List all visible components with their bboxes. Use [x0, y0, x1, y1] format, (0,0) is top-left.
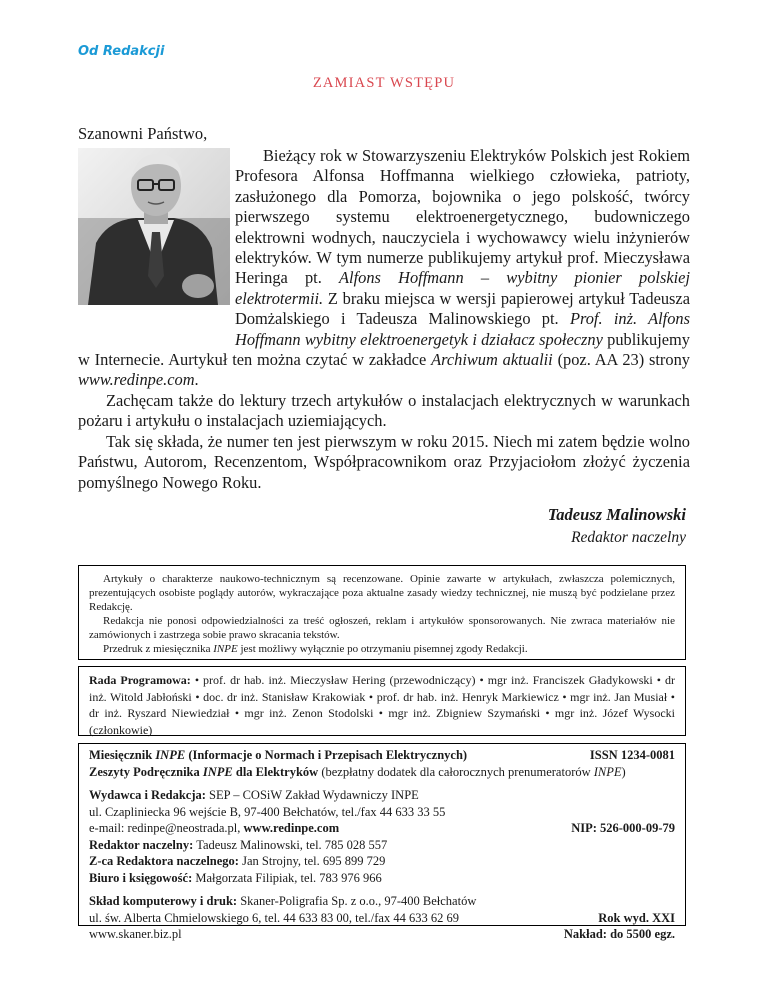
section-label: Od Redakcji: [78, 44, 165, 59]
office-line: Biuro i księgowość: Małgorzata Filipiak, tel. 783 976 966: [89, 870, 382, 885]
paragraph-2: Zachęcam także do lektury trzech artykułów o instalacjach elektrycznych w warunkach pożaru i artykułu o instalacjach uziemiających.: [78, 390, 690, 431]
notice-paragraph-3: [89, 642, 675, 656]
nip: NIP: 526-000-09-79: [571, 821, 675, 835]
imprint-title-row: [89, 747, 675, 764]
circulation: Nakład: do 5500 egz.: [563, 927, 675, 941]
address-line: ul. Czapliniecka 96 wejście B, 97-400 Bełchatów, tel./fax 44 633 33 55: [89, 804, 446, 819]
issn: ISSN 1234-0081: [589, 748, 675, 762]
signature-name: Tadeusz Malinowski: [547, 505, 686, 524]
p1-end: .: [194, 370, 199, 390]
board-members: • prof. dr hab. inż. Mieczysław Hering (przewodniczący) • mgr inż. Franciszek Gładykowski • dr inż. Witold Jabłoński • doc. dr inż. Stanisław Krakowiak • prof. dr hab. inż. Henryk Markiewicz • mgr inż. Jan Musiał • dr inż. Ryszard Niewiedział • mgr inż. Zenon Stodolski • mgr inż. Zbigniew Szymański • mgr inż. Józef Wysocki (członkowie): [89, 673, 675, 737]
editor-line: Redaktor naczelny: Tadeusz Malinowski, tel. 785 028 557: [89, 837, 388, 852]
p1-url[interactable]: www.redinpe.com: [78, 370, 195, 390]
email-row: [89, 820, 675, 837]
article-headline: ZAMIAST WSTĘPU: [312, 75, 456, 91]
signature-title: Redaktor naczelny: [571, 529, 686, 546]
email[interactable]: e-mail: redinpe@neostrada.pl,: [89, 821, 241, 835]
p1-text-c: publikujemy w Internecie. Aurtykuł ten można czytać w zakładce: [78, 329, 690, 370]
print-line: Skład komputerowy i druk: Skaner-Poligrafia Sp. z o.o., 97-400 Bełchatów: [89, 894, 477, 908]
p1-text-a: Bieżący rok w Stowarzyszeniu Elektryków Polskich jest Rokiem Profesora Alfonsa Hoffmanna wielkiego człowieka, patrioty, zasłużonego dla Pomorza, bojownika o jego polskość, twórcy pierwszego systemu elektroenergetycznego, budowniczego elektrowni wodnych, nauczyciela i wychowawcy wielu inżynierów elektryków. W tym numerze publikujemy artykuł prof. Mieczysława Heringa pt.: [235, 146, 690, 288]
p1-title-1: Alfons Hoffmann – wybitny pionier polskiej elektrotermii.: [235, 268, 690, 308]
printer-website[interactable]: www.skaner.biz.pl: [89, 927, 182, 941]
editorial-body: [78, 146, 690, 493]
p1-text-d: (poz. AA 23) strony: [557, 350, 690, 370]
publisher-line: Wydawca i Redakcja: SEP – COSiW Zakład Wydawniczy INPE: [89, 788, 419, 802]
print-address: ul. św. Alberta Chmielowskiego 6, tel. 44 633 83 00, tel./fax 44 633 62 69: [89, 910, 459, 925]
print-web-row: [89, 926, 675, 943]
notice-paragraph-1: Artykuły o charakterze naukowo-technicznym są recenzowane. Opinie zawarte w artykułach, zwłaszcza polemicznych, prezentujących osobiste poglądy autorów, wykraczające poza aktualne zasady wiedzy technicznej, nie muszą być podzielane przez Redakcję.: [89, 573, 675, 613]
notice-p3-a: Przedruk z miesięcznika: [103, 643, 211, 655]
p1-archive-label: Archiwum aktualii: [431, 350, 553, 370]
salutation: Szanowni Państwo,: [78, 124, 208, 143]
paragraph-3: Tak się składa, że numer ten jest pierwszym w roku 2015. Niech mi zatem będzie wolno Państwu, Autorom, Recenzentom, Współpracownikom oraz Przyjaciołom złożyć życzenia pomyślnego Nowego Roku.: [78, 431, 690, 492]
signature: [548, 505, 686, 547]
imprint-title: Miesięcznik INPE (Informacje o Normach i Przepisach Elektrycznych): [89, 748, 468, 762]
notice-p3-b: jest możliwy wyłącznie po otrzymaniu pisemnej zgody Redakcji.: [240, 643, 528, 655]
deputy-line: Z-ca Redaktora naczelnego: Jan Strojny, tel. 695 899 729: [89, 854, 386, 868]
program-board-box: [78, 666, 686, 736]
notice-paragraph-2: Redakcja nie ponosi odpowiedzialności za treść ogłoszeń, reklam i artykułów sponsorowanych. Nie zwraca materiałów nie zamówionych i zastrzega sobie prawo skracania tekstów.: [89, 615, 675, 641]
board-label: Rada Programowa:: [89, 673, 191, 687]
website-link[interactable]: www.redinpe.com: [243, 821, 340, 835]
p1-text-b: Z braku miejsca w wersji papierowej artykuł Tadeusza Domżalskiego i Tadeusza Malinowskiego pt.: [235, 288, 690, 329]
publication-year: Rok wyd. XXI: [598, 910, 675, 925]
p1-title-2: Prof. inż. Alfons Hoffmann wybitny elektroenergetyk i działacz społeczny: [235, 309, 690, 349]
photo-placeholder: [78, 146, 235, 348]
zeszyty-line: Zeszyty Podręcznika INPE dla Elektryków (bezpłatny dodatek dla całorocznych prenumeratorów INPE): [89, 764, 626, 779]
review-notice-box: [78, 565, 686, 660]
imprint-box: [78, 743, 686, 941]
notice-p3-inpe: INPE: [213, 643, 238, 655]
print-address-row: [89, 910, 675, 927]
